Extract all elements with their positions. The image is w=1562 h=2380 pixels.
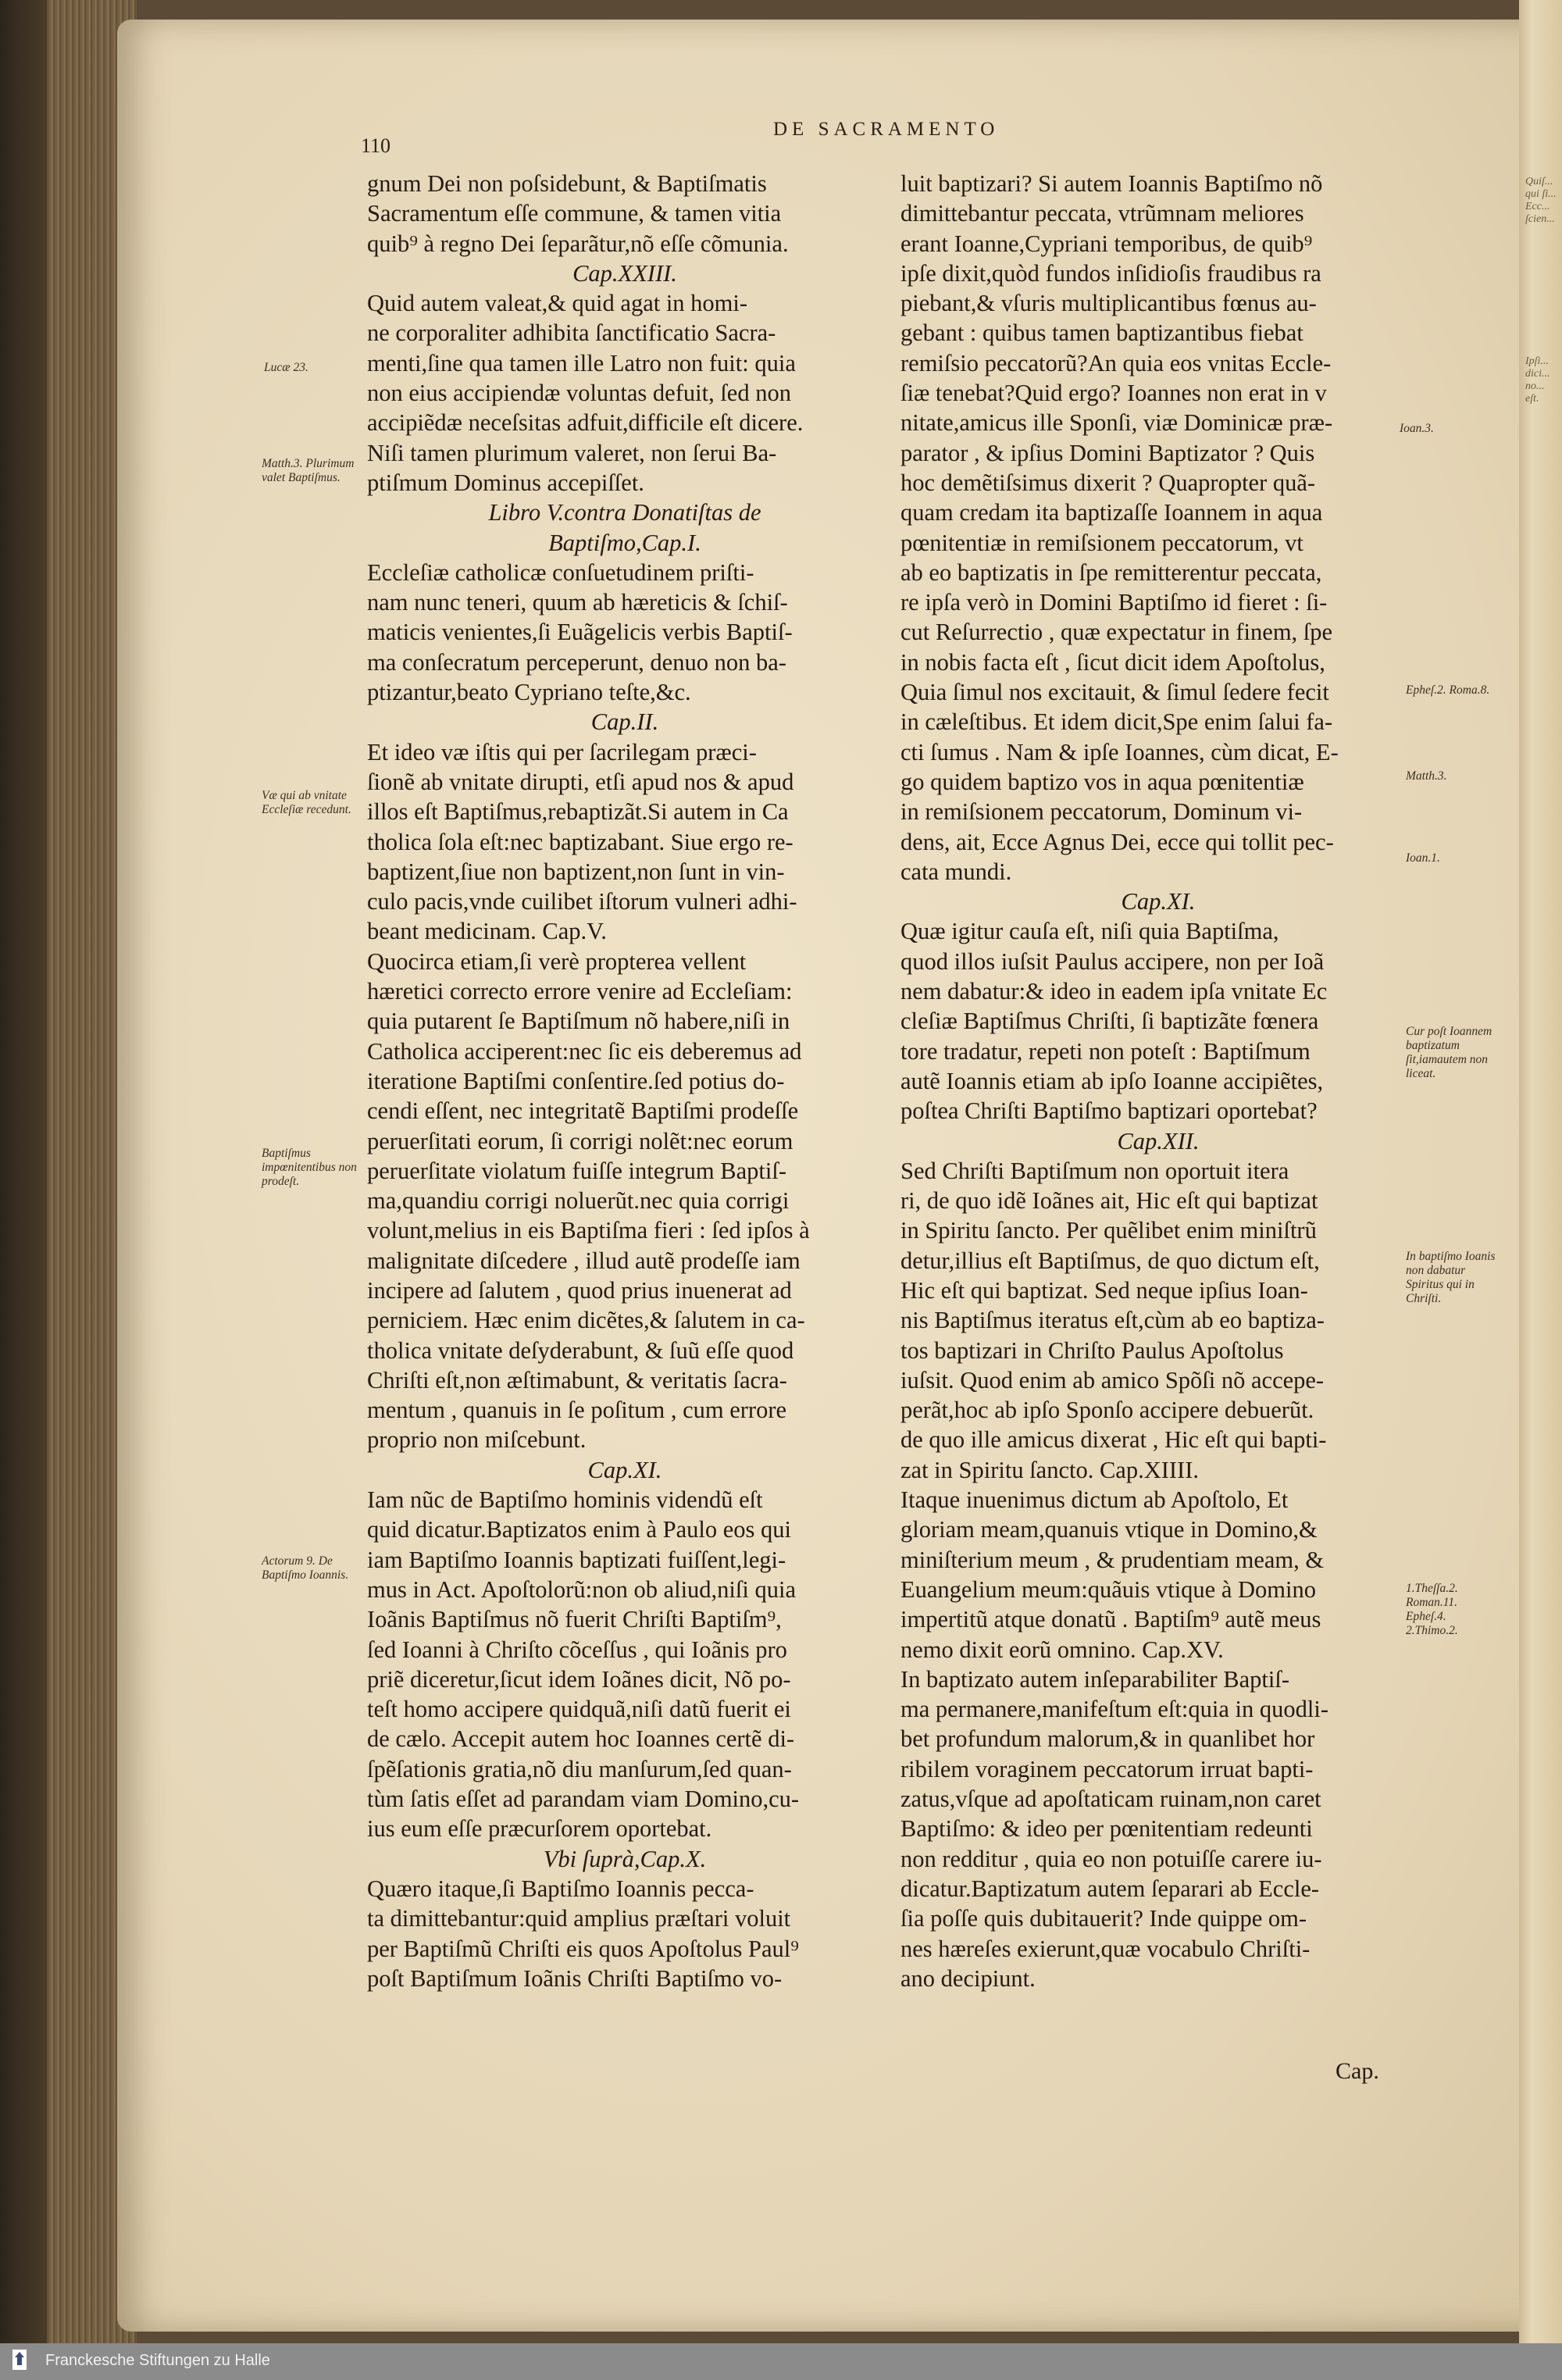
text-line: quod illos iuſsit Paulus accipere, non per Ioã xyxy=(900,947,1325,975)
text-line: cut Reſurrectio , quæ expectatur in finem, ſpe xyxy=(900,619,1333,646)
text-line: dicatur.Baptizatum autem ſeparari ab Eccle- xyxy=(900,1875,1320,1902)
text-line: volunt,melius in eis Baptiſma fieri : ſed ipſos à xyxy=(367,1217,810,1244)
text-line: Baptiſmo: & ideo per pœnitentiam redeunti xyxy=(900,1815,1313,1843)
chapter-heading: Cap.XII. xyxy=(1117,1127,1200,1154)
text-line: tholica vnitate deſyderabunt, & ſuũ eſſe quod xyxy=(367,1336,794,1364)
text-line: dens, ait, Ecce Agnus Dei, ecce qui tollit pec- xyxy=(900,828,1334,855)
text-line: accipiẽdæ neceſsitas adfuit,difficile eſt dicere. xyxy=(367,409,804,437)
text-line: Ioãnis Baptiſmus nõ fuerit Chriſti Baptiſm⁹, xyxy=(367,1606,782,1633)
bleed-note: Ipſi... dici... no... eſt. xyxy=(1525,355,1550,405)
text-line: malignitate diſcedere , illud autẽ prodeſſe iam xyxy=(367,1247,801,1274)
text-line: nam nunc teneri, quum ab hæreticis & ſchiſ- xyxy=(367,589,788,616)
book-cover-edge xyxy=(0,0,47,2343)
text-line: beant medicinam. Cap.V. xyxy=(367,918,607,945)
text-line: Chriſti eſt,non æſtimabunt, & veritatis ſacra- xyxy=(367,1366,787,1393)
text-line: iteratione Baptiſmi conſentire.ſed potius do- xyxy=(367,1067,785,1094)
chapter-heading: Cap.XI. xyxy=(587,1456,662,1483)
text-line: piebant,& vſuris multiplicantibus fœnus au- xyxy=(900,290,1317,317)
text-line: bet profundum malorum,& in quanlibet hor xyxy=(900,1725,1315,1753)
margin-note: Matth.3. Plurimum valet Baptiſmus. xyxy=(262,457,355,484)
footer-bar xyxy=(0,2343,1562,2380)
text-line: dimittebantur peccata, vtrũmnam meliores xyxy=(900,200,1304,227)
text-line: Hic eſt qui baptizat. Sed neque ipſius Ioan- xyxy=(900,1276,1308,1304)
text-line: non redditur , quia eo non potuiſſe carere iu- xyxy=(900,1845,1322,1872)
margin-note: Epheſ.2. Roma.8. xyxy=(1406,683,1490,697)
text-line: zatus,vſque ad apoſtaticam ruinam,non caret xyxy=(900,1786,1321,1813)
text-line: ſpẽſationis gratia,nõ diu manſurum,ſed quan- xyxy=(367,1755,792,1782)
text-line: perãt,hoc ab ipſo Sponſo accipere debuerũt. xyxy=(900,1397,1314,1424)
institution-logo-icon xyxy=(11,2348,28,2371)
text-line: miniſterium meum , & prudentiam meam, & xyxy=(900,1546,1325,1573)
text-line: ptiſmum Dominus accepiſſet. xyxy=(367,469,644,496)
margin-note: Ioan.3. xyxy=(1400,422,1434,435)
text-line: nem dabatur:& ideo in eadem ipſa vnitate Ec xyxy=(900,978,1328,1005)
text-line: go quidem baptizo vos in aqua pœnitentiæ xyxy=(900,768,1304,795)
text-line: pœnitentiæ in remiſsionem peccatorum, vt xyxy=(900,529,1303,556)
text-line: Quocirca etiam,ſi verè propterea vellent xyxy=(367,947,747,975)
text-line: quia putarent ſe Baptiſmum nõ habere,niſi in xyxy=(367,1008,790,1035)
text-line: impertitũ atque donatũ . Baptiſm⁹ autẽ meus xyxy=(900,1606,1321,1633)
text-line: non eius accipiendæ voluntas defuit, ſed non xyxy=(367,380,791,407)
text-line: Catholica acciperent:nec ſic eis deberemus ad xyxy=(367,1037,802,1065)
chapter-heading: Cap.II. xyxy=(590,708,659,736)
text-line: poſt Baptiſmum Ioãnis Chriſti Baptiſmo vo- xyxy=(367,1964,783,1992)
text-line: Sed Chriſti Baptiſmum non oportuit itera xyxy=(900,1157,1289,1184)
catchword: Cap. xyxy=(1336,2058,1379,2084)
text-line: ano decipiunt. xyxy=(900,1964,1036,1992)
text-line: Itaque inuenimus dictum ab Apoſtolo, Et xyxy=(900,1486,1289,1514)
margin-note: Baptiſmus impœnitentibus non prodeſt. xyxy=(262,1147,357,1188)
margin-note: Lucæ 23. xyxy=(264,361,308,374)
text-line: Euangelium meum:quãuis vtique à Domino xyxy=(900,1575,1316,1603)
text-line: peruerſitati eorum, ſi corrigi nolẽt:nec eorum xyxy=(367,1127,793,1154)
text-line: ma conſecratum perceperunt, denuo non ba- xyxy=(367,648,786,676)
text-line: mentum , quanuis in ſe poſitum , cum errore xyxy=(367,1397,787,1424)
library-credit: Franckesche Stiftungen zu Halle xyxy=(45,2352,270,2369)
text-line: de cælo. Accepit autem hoc Ioannes certẽ di- xyxy=(367,1725,795,1753)
text-line: ius eum eſſe præcurſorem oportebat. xyxy=(367,1815,712,1843)
text-line: Sacramentum eſſe commune, & tamen vitia xyxy=(367,200,782,227)
text-line: re ipſa verò in Domini Baptiſmo id fieret : ſi- xyxy=(900,589,1328,616)
text-line: incipere ad ſalutem , quod prius inuenerat ad xyxy=(367,1276,792,1304)
text-line: cata mundi. xyxy=(900,858,1012,885)
text-line: tholica ſola eſt:nec baptizabant. Siue ergo re- xyxy=(367,828,793,855)
text-line: perniciem. Hæc enim dicẽtes,& ſalutem in ca- xyxy=(367,1307,805,1334)
text-line: Niſi tamen plurimum valeret, non ſerui Ba- xyxy=(367,439,777,466)
text-line: ſiæ tenebat?Quid ergo? Ioannes non erat in v xyxy=(900,380,1327,407)
text-line: cendi eſſent, nec integritatẽ Baptiſmi prodeſſe xyxy=(367,1097,799,1125)
text-line: erant Ioanne,Cypriani temporibus, de quib⁹ xyxy=(900,230,1313,257)
text-line: Quia ſimul nos excitauit, & ſimul ſedere fecit xyxy=(900,679,1329,706)
text-line: remiſsio peccatorũ?An quia eos vnitas Eccle- xyxy=(900,349,1332,376)
chapter-heading: Cap.XXIII. xyxy=(572,259,677,287)
text-line: quam credam ita baptizaſſe Ioannem in aqua xyxy=(900,499,1323,526)
text-line: hoc demẽtiſsimus dixerit ? Quapropter quã- xyxy=(900,469,1316,496)
text-line: ri, de quo idẽ Ioãnes ait, Hic eſt qui baptizat xyxy=(900,1187,1318,1215)
text-line: gebant : quibus tamen baptizantibus fiebat xyxy=(900,319,1303,347)
text-line: cleſiæ Baptiſmus Chriſti, ſi baptizãte fœnera xyxy=(900,1008,1319,1035)
margin-note: Actorum 9. De Baptiſmo Ioannis. xyxy=(262,1554,349,1582)
text-line: cti ſumus . Nam & ipſe Ioannes, cùm dicat, E- xyxy=(900,738,1339,765)
text-line: in Spiritu ſancto. Per quẽlibet enim miniſtrũ xyxy=(900,1217,1317,1244)
chapter-heading: Baptiſmo,Cap.I. xyxy=(548,529,701,556)
text-line: quib⁹ à regno Dei ſeparãtur,nõ eſſe cõmunia. xyxy=(367,230,789,257)
margin-note: In baptiſmo Ioanis non dabatur Spiritus qui in Chriſti. xyxy=(1406,1250,1496,1305)
text-line: Quæro itaque,ſi Baptiſmo Ioannis pecca- xyxy=(367,1875,754,1902)
text-line: detur,illius eſt Baptiſmus, de quo dictum eſt, xyxy=(900,1247,1320,1274)
text-line: in remiſsionem peccatorum, Dominum vi- xyxy=(900,798,1303,826)
text-line: autẽ Ioannis etiam ab ipſo Ioanne accipiẽtes, xyxy=(900,1067,1324,1094)
text-line: mus in Act. Apoſtolorũ:non ob aliud,niſi quia xyxy=(367,1575,796,1603)
text-line: gnum Dei non poſsidebunt, & Baptiſmatis xyxy=(367,170,767,197)
facing-page-edge xyxy=(1519,0,1562,2343)
text-line: baptizent,ſiue non baptizent,non ſunt in vin- xyxy=(367,858,785,885)
margin-note: 1.Theſſa.2. Roman.11. Epheſ.4. 2.Thimo.2. xyxy=(1406,1582,1458,1637)
text-line: tùm ſatis eſſet ad parandam viam Domino,cu- xyxy=(367,1786,800,1813)
margin-note: Cur poſt Ioannem baptizatum ſit,iamautem non liceat. xyxy=(1406,1025,1492,1080)
text-line: menti,ſine qua tamen ille Latro non fuit: quia xyxy=(367,349,796,376)
text-line: In baptizato autem inſeparabiliter Baptiſ- xyxy=(900,1665,1289,1693)
text-line: poſtea Chriſti Baptiſmo baptizari oportebat? xyxy=(900,1097,1318,1125)
text-line: teſt homo accipere quidquã,niſi datũ fuerit ei xyxy=(367,1696,791,1723)
text-line: peruerſitate violatum fuiſſe integrum Baptiſ- xyxy=(367,1157,786,1184)
text-line: culo pacis,vnde cuilibet iſtorum vulneri adhi- xyxy=(367,888,797,915)
text-line: Eccleſiæ catholicæ conſuetudinem priſti- xyxy=(367,558,754,586)
text-line: nis Baptiſmus iteratus eſt,cùm ab eo baptiza- xyxy=(900,1307,1325,1334)
text-line: Quid autem valeat,& quid agat in homi- xyxy=(367,290,748,317)
text-line: iam Baptiſmo Ioannis baptizati fuiſſent,legi- xyxy=(367,1546,786,1573)
text-line: ta dimittebantur:quid amplius præſtari voluit xyxy=(367,1905,791,1932)
text-line: ſia poſſe quis dubitauerit? Inde quippe om- xyxy=(900,1905,1307,1932)
text-line: per Baptiſmũ Chriſti eis quos Apoſtolus Paul⁹ xyxy=(367,1935,799,1962)
text-line: priẽ diceretur,ſicut idem Ioãnes dicit, Nõ po- xyxy=(367,1665,791,1693)
text-line: proprio non miſcebunt. xyxy=(367,1426,587,1454)
text-line: maticis venientes,ſi Euãgelicis verbis Baptiſ- xyxy=(367,619,793,646)
text-line: ſionẽ ab vnitate dirupti, etſi apud nos & apud xyxy=(367,768,794,795)
left-text-column xyxy=(367,169,883,1993)
text-line: tos baptizari in Chriſto Paulus Apoſtolus xyxy=(900,1336,1284,1364)
text-line: ptizantur,beato Cypriano teſte,&c. xyxy=(367,679,691,706)
text-line: quid dicatur.Baptizatos enim à Paulo eos qui xyxy=(367,1516,791,1543)
text-line: hæretici correcto errore venire ad Eccleſiam: xyxy=(367,978,793,1005)
chapter-heading: Cap.XI. xyxy=(1121,888,1196,915)
text-line: ipſe dixit,quòd fundos inſidioſis fraudibus ra xyxy=(900,259,1321,287)
text-line: Et ideo væ iſtis qui per ſacrilegam præci- xyxy=(367,738,757,765)
text-line: nemo dixit eorũ omnino. Cap.XV. xyxy=(900,1636,1224,1663)
text-line: ma,quandiu corrigi noluerũt.nec quia corrigi xyxy=(367,1187,790,1215)
text-line: iuſsit. Quod enim ab amico Spõſi nõ accepe- xyxy=(900,1366,1325,1393)
margin-note: Ioan.1. xyxy=(1406,851,1440,865)
text-line: in nobis facta eſt , ſicut dicit idem Apoſtolus, xyxy=(900,648,1325,676)
text-line: nitate,amicus ille Sponſi, viæ Dominicæ præ- xyxy=(900,409,1333,437)
text-line: ſed Ioanni à Chriſto cõceſſus , qui Ioãnis pro xyxy=(367,1636,787,1663)
text-line: nes hæreſes exierunt,quæ vocabulo Chriſti- xyxy=(900,1935,1311,1962)
text-line: ne corporaliter adhibita ſanctificatio Sacra- xyxy=(367,319,776,347)
text-line: ab eo baptizatis in ſpe remitterentur peccata, xyxy=(900,558,1322,586)
text-line: parator , & ipſius Domini Baptizator ? Quis xyxy=(900,439,1315,466)
text-line: ma permanere,manifeſtum eſt:quia in quodli- xyxy=(900,1696,1328,1723)
text-line: gloriam meam,quanuis vtique in Domino,& xyxy=(900,1516,1318,1543)
text-line: in cæleſtibus. Et idem dicit,Spe enim ſalui fa- xyxy=(900,708,1333,736)
text-line: Quæ igitur cauſa eſt, niſi quia Baptiſma, xyxy=(900,918,1279,945)
text-line: ribilem voraginem peccatorum irruat bapti- xyxy=(900,1755,1314,1782)
margin-note: Matth.3. xyxy=(1406,769,1447,783)
chapter-heading: Libro V.contra Donatiſtas de xyxy=(488,499,761,526)
chapter-heading: Vbi ſuprà,Cap.X. xyxy=(543,1845,707,1872)
margin-note: Væ qui ab vnitate Eccleſiæ recedunt. xyxy=(262,789,351,816)
text-line: tore tradatur, repeti non poteſt : Baptiſmum xyxy=(900,1037,1311,1065)
text-line: illos eſt Baptiſmus,rebaptizãt.Si autem in Ca xyxy=(367,798,789,826)
bleed-note: Quiſ... qui ſi... Ecc... ſcien... xyxy=(1525,176,1557,225)
page-number: 110 xyxy=(361,134,391,157)
running-head: DE SACRAMENTO xyxy=(773,119,1000,140)
text-line: luit baptizari? Si autem Ioannis Baptiſmo nõ xyxy=(900,170,1323,197)
text-line: Iam nũc de Baptiſmo hominis videndũ eſt xyxy=(367,1486,763,1514)
text-line: de quo ille amicus dixerat , Hic eſt qui bapti- xyxy=(900,1426,1327,1454)
right-text-column xyxy=(900,169,1416,1993)
text-line: zat in Spiritu ſancto. Cap.XIIII. xyxy=(900,1456,1199,1483)
